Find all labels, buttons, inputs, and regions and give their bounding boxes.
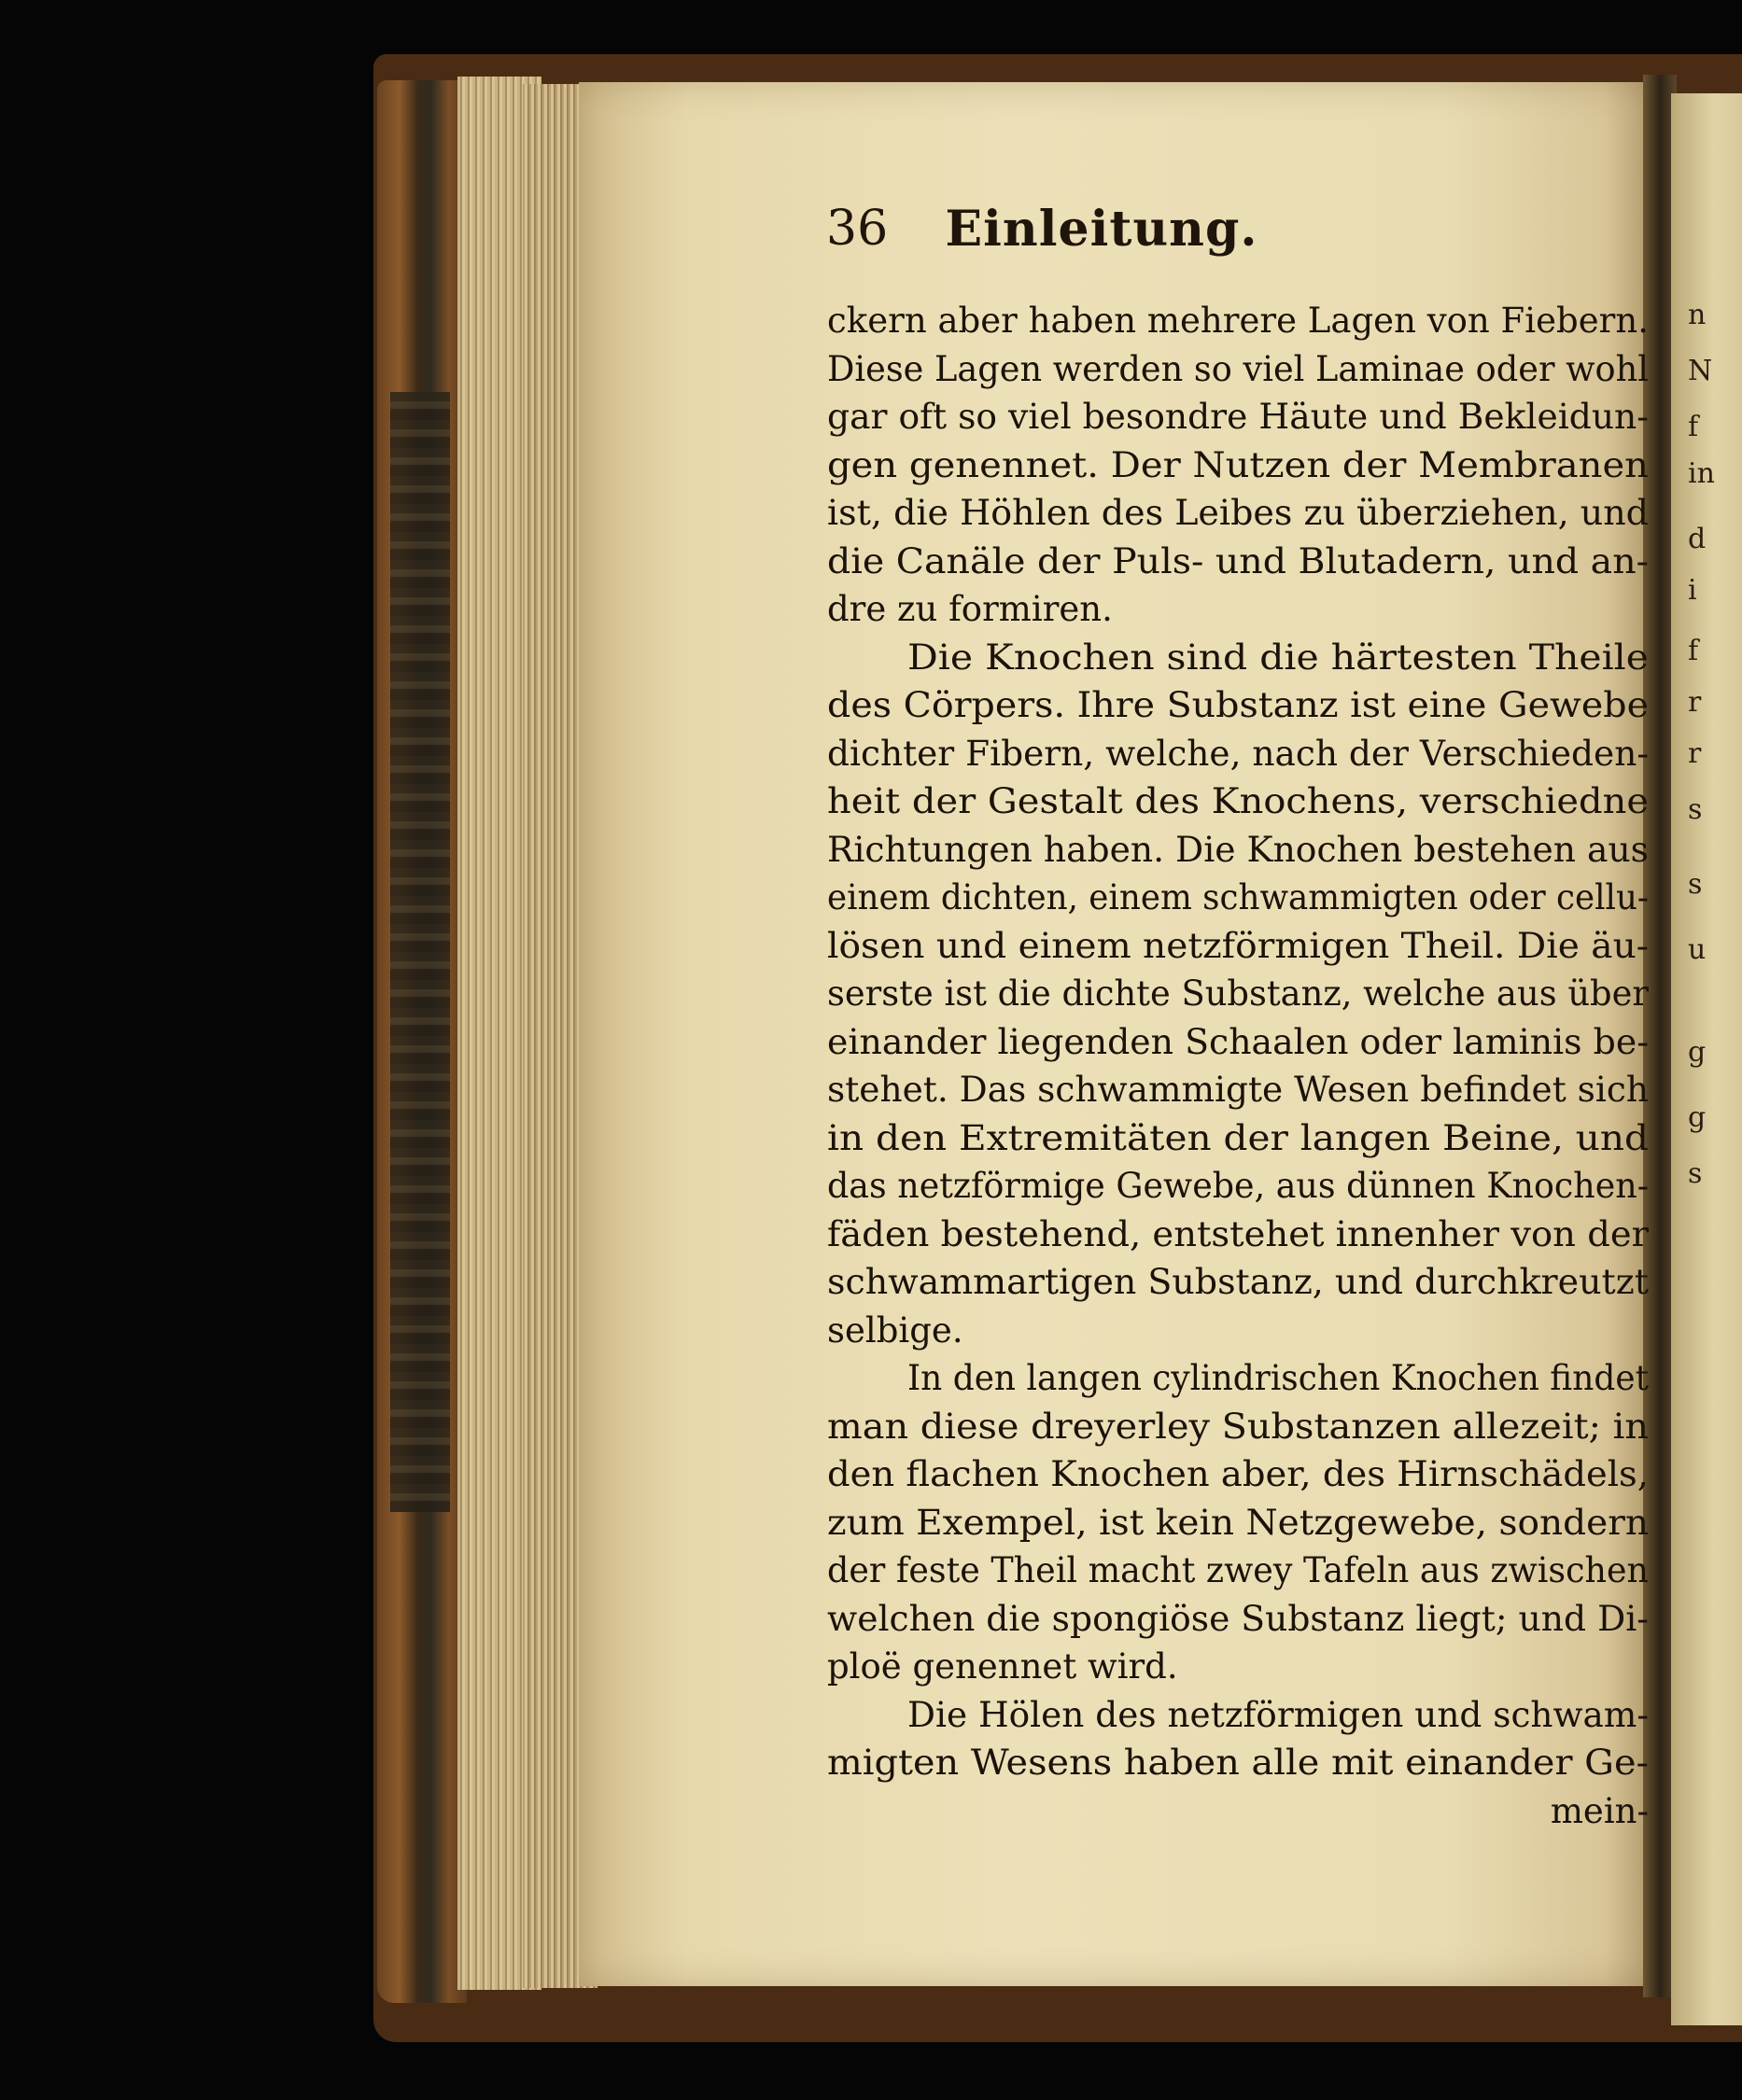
text-line: stehet. Das schwammigte Wesen befindet sich bbox=[827, 1070, 1649, 1110]
text-line: ckern aber haben mehrere Lagen von Fiebern. bbox=[827, 301, 1649, 341]
facing-page-fragment: i bbox=[1688, 574, 1697, 607]
text-line: zum Exempel, ist kein Netzgewebe, sondern bbox=[827, 1502, 1649, 1543]
marbled-cover-pattern bbox=[390, 392, 450, 1512]
running-head: Einleitung. bbox=[945, 201, 1258, 258]
text-line: gar oft so viel besondre Häute und Bekleidun- bbox=[827, 397, 1649, 437]
facing-page-fragment: u bbox=[1688, 933, 1707, 966]
text-line: heit der Gestalt des Knochens, verschiedne bbox=[827, 781, 1649, 821]
text-line: Richtungen haben. Die Knochen bestehen aus bbox=[827, 829, 1649, 870]
text-line: ploë genennet wird. bbox=[827, 1646, 1178, 1687]
text-line: In den langen cylindrischen Knochen findet bbox=[907, 1358, 1649, 1398]
text-line: den flachen Knochen aber, des Hirnschädels, bbox=[827, 1454, 1649, 1494]
text-line: der feste Theil macht zwey Tafeln aus zwischen bbox=[827, 1550, 1649, 1590]
facing-page-fragment: d bbox=[1688, 523, 1707, 555]
right-page-edge bbox=[1671, 93, 1742, 2025]
facing-page-fragment: in bbox=[1688, 457, 1715, 490]
text-line: fäden bestehend, entstehet innenher von der bbox=[827, 1213, 1649, 1254]
text-line: lösen und einem netzförmigen Theil. Die äu- bbox=[827, 925, 1649, 966]
facing-page-fragment: s bbox=[1688, 793, 1703, 826]
text-line: dre zu formiren. bbox=[827, 589, 1113, 629]
text-line: serste ist die dichte Substanz, welche aus über bbox=[827, 973, 1649, 1014]
body-text bbox=[827, 297, 1649, 1835]
text-line: gen genennet. Der Nutzen der Membranen bbox=[827, 444, 1649, 485]
facing-page-fragment: r bbox=[1688, 686, 1702, 719]
text-line: man diese dreyerley Substanzen allezeit; in bbox=[827, 1406, 1649, 1447]
text-line: schwammartigen Substanz, und durchkreutzt bbox=[827, 1262, 1649, 1302]
facing-page-fragment: N bbox=[1688, 355, 1713, 387]
text-line: das netzförmige Gewebe, aus dünnen Knochen- bbox=[827, 1166, 1649, 1206]
facing-page-fragment: g bbox=[1688, 1101, 1707, 1134]
facing-page-fragment: r bbox=[1688, 737, 1702, 770]
text-line: migten Wesens haben alle mit einander Ge- bbox=[827, 1743, 1649, 1783]
facing-page-fragment: n bbox=[1688, 299, 1707, 331]
text-line: die Canäle der Puls- und Blutadern, und an- bbox=[827, 540, 1649, 581]
text-line: selbige. bbox=[827, 1309, 963, 1351]
facing-page-fragment: s bbox=[1688, 868, 1703, 901]
facing-page-fragment: g bbox=[1688, 1036, 1707, 1069]
text-line: Die Knochen sind die härtesten Theile bbox=[907, 637, 1649, 678]
text-line: ist, die Höhlen des Leibes zu überziehen, und bbox=[827, 493, 1649, 533]
text-line: Diese Lagen werden so viel Laminae oder wohl bbox=[827, 348, 1649, 389]
facing-page-fragment: f bbox=[1688, 635, 1699, 667]
text-line: Die Hölen des netzförmigen und schwam- bbox=[907, 1694, 1649, 1735]
facing-page-fragment: s bbox=[1688, 1157, 1703, 1190]
catchword: mein- bbox=[1550, 1790, 1649, 1831]
text-line: welchen die spongiöse Substanz liegt; und Di- bbox=[827, 1598, 1649, 1639]
text-line: in den Extremitäten der langen Beine, und bbox=[827, 1117, 1649, 1158]
text-line: einem dichten, einem schwammigten oder cellu- bbox=[827, 877, 1649, 917]
text-line: einander liegenden Schaalen oder laminis be- bbox=[827, 1021, 1649, 1062]
facing-page-fragment: f bbox=[1688, 411, 1699, 443]
text-line: dichter Fibern, welche, nach der Verschieden- bbox=[827, 733, 1649, 774]
page-number: 36 bbox=[826, 201, 889, 257]
text-line: des Cörpers. Ihre Substanz ist eine Gewebe bbox=[827, 685, 1649, 725]
